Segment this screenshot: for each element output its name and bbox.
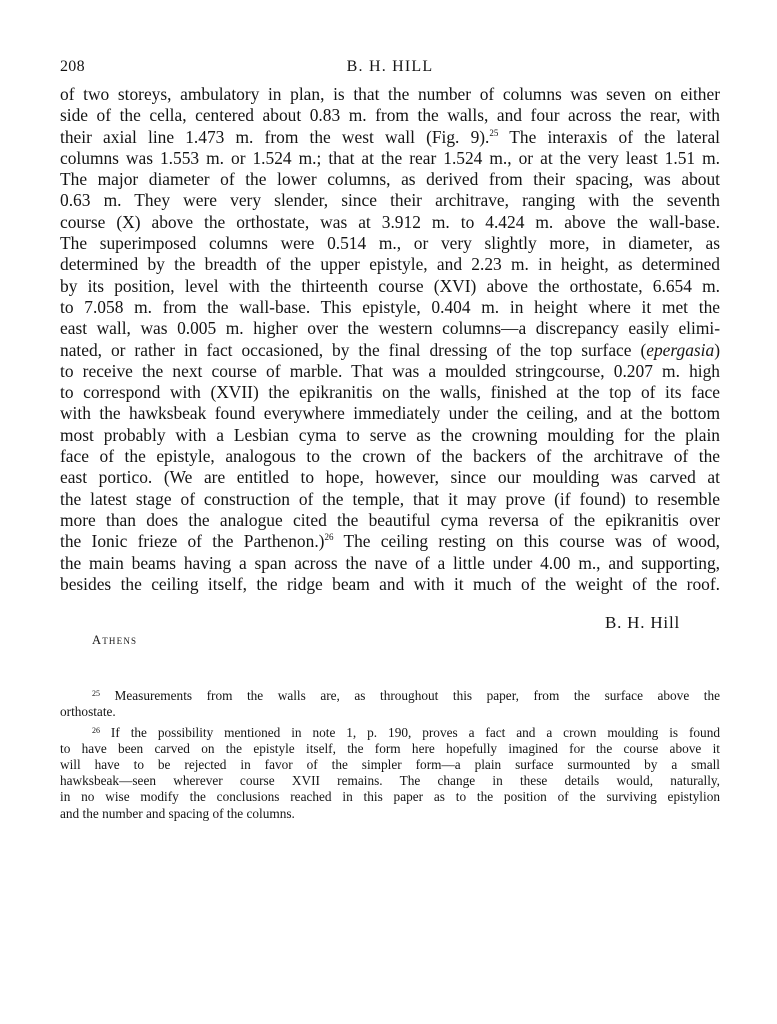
footnote-number: 25	[92, 689, 100, 699]
footnote-line: to have been carved on the epistyle itself, the form here hopefully imagined for the course above it	[60, 740, 720, 756]
body-line: to receive the next course of marble. That was a moulded stringcourse, 0.207 m. high	[60, 360, 720, 381]
body-line: the latest stage of construction of the temple, that it may prove (if found) to resemble	[60, 488, 720, 509]
body-line: course (X) above the orthostate, was at 3.912 m. to 4.424 m. above the wall-base.	[60, 211, 720, 232]
body-line: most probably with a Lesbian cyma to serve as the crowning moulding for the plain	[60, 424, 720, 445]
footnote-line: orthostate.	[60, 704, 116, 720]
footnote-line: hawksbeak—seen wherever course XVII remains. The change in these details would, naturally,	[60, 773, 720, 789]
footnote-25	[60, 686, 720, 720]
body-line: nated, or rather in fact occasioned, by the final dressing of the top surface (epergasia)	[60, 339, 720, 360]
journal-page	[60, 58, 720, 824]
footnote-line: will have to be rejected in favor of the simpler form—a plain surface surmounted by a small	[60, 756, 720, 772]
footnote-26	[60, 723, 720, 822]
body-paragraph	[60, 84, 720, 595]
footnote-line: and the number and spacing of the columns.	[60, 805, 295, 821]
body-line: the Ionic frieze of the Parthenon.)$^{26}$ The ceiling resting on this course was of wood,	[60, 531, 721, 552]
italic-term: epergasia	[646, 339, 715, 360]
body-line: more than does the analogue cited the beautiful cyma reversa of the epikranitis over	[60, 509, 720, 530]
body-line: with the hawksbeak found everywhere immediately under the ceiling, and at the bottom	[60, 403, 720, 424]
body-line: 0.63 m. They were very slender, since their architrave, ranging with the seventh	[60, 190, 720, 211]
body-line: east portico. (We are entitled to hope, however, since our moulding was carved at	[60, 467, 720, 488]
running-head	[60, 58, 720, 84]
footnote-ref-26[interactable]: 26	[324, 532, 334, 543]
body-line: east wall, was 0.005 m. higher over the western columns—a discrepancy easily elimi-	[60, 318, 720, 339]
body-line: besides the ceiling itself, the ridge beam and with it much of the weight of the roof.	[60, 573, 720, 594]
footnote-line: $^{26}$ If the possibility mentioned in note 1, p. 190, proves a fact and a crown moulding is found	[92, 724, 721, 740]
place-line: Athens	[92, 633, 138, 648]
body-line: side of the cella, centered about 0.83 m. from the walls, and four across the rear, with	[60, 105, 720, 126]
footnotes	[60, 686, 720, 822]
body-line: determined by the breadth of the upper epistyle, and 2.23 m. in height, as determined	[60, 254, 720, 275]
body-line: columns was 1.553 m. or 1.524 m.; that at the rear 1.524 m., or at the very least 1.51 m.	[60, 147, 720, 168]
footnote-line: $^{25}$ Measurements from the walls are, as throughout this paper, from the surface above the	[92, 688, 721, 704]
body-line: their axial line 1.473 m. from the west wall (Fig. 9).$^{25}$ The interaxis of the lateral	[60, 126, 720, 147]
footnote-ref-25[interactable]: 25	[489, 127, 499, 138]
running-title: B. H. HILL	[346, 58, 434, 75]
body-line: the main beams having a span across the nave of a little under 4.00 m., and supporting,	[60, 552, 720, 573]
body-line: of two storeys, ambulatory in plan, is that the number of columns was seven on either	[60, 84, 720, 104]
footnote-line: in no wise modify the conclusions reached in this paper as to the position of the surviving epistylion	[60, 789, 720, 805]
author-signature: B. H. Hill	[604, 613, 680, 633]
body-line: to 7.058 m. from the wall-base. This epistyle, 0.404 m. in height where it met the	[60, 296, 720, 317]
body-line: by its position, level with the thirteenth course (XVI) above the orthostate, 6.654 m.	[60, 275, 720, 296]
body-line: to correspond with (XVII) the epikranitis on the walls, finished at the top of its face	[60, 382, 720, 403]
body-line: The major diameter of the lower columns, as derived from their spacing, was about	[60, 169, 720, 190]
body-line: The superimposed columns were 0.514 m., or very slightly more, in diameter, as	[60, 233, 720, 254]
page-number: 208	[60, 58, 85, 75]
body-line: face of the epistyle, analogous to the crown of the backers of the architrave of the	[60, 446, 720, 467]
footnote-number: 26	[92, 725, 100, 735]
